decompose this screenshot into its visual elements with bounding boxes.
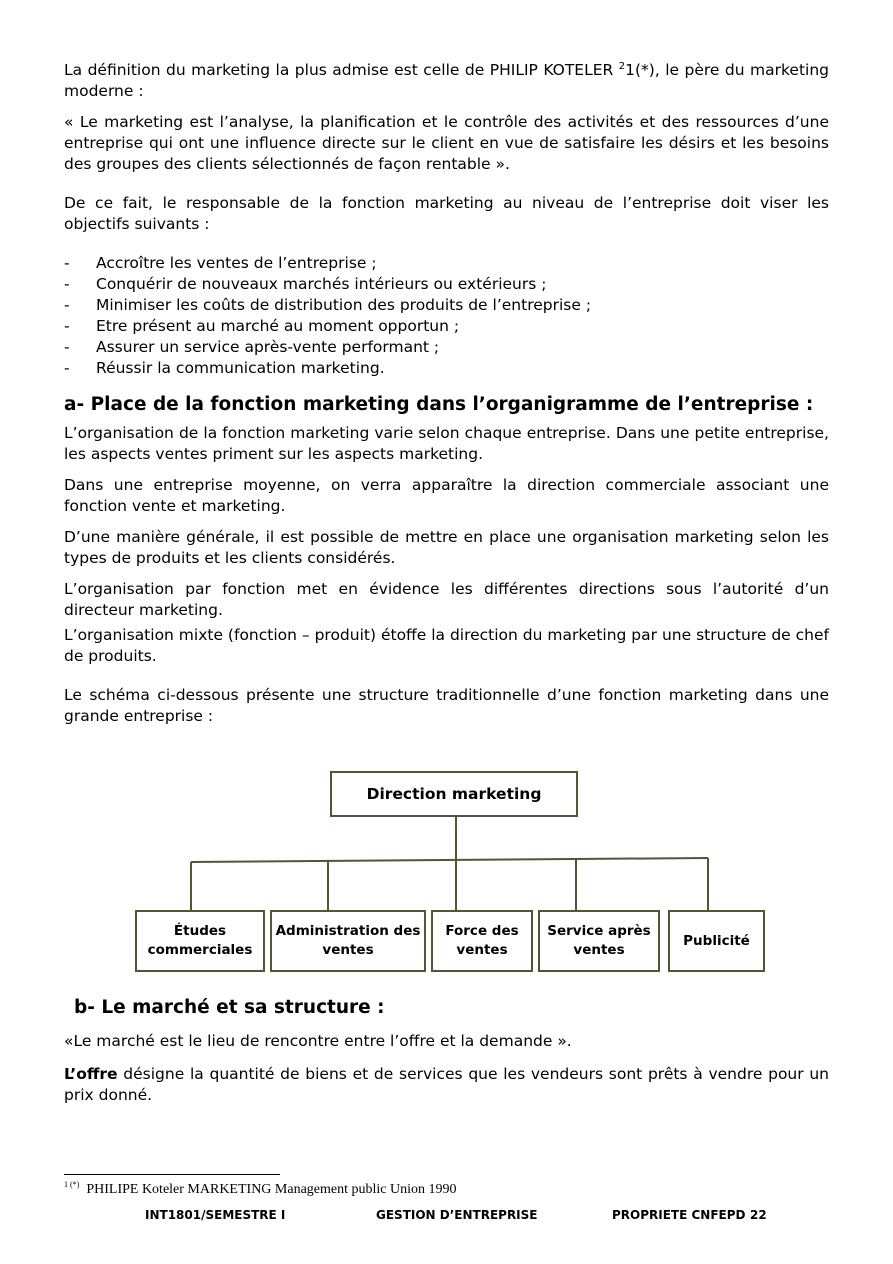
list-item: - Minimiser les coûts de distribution des produits de l’entreprise ; bbox=[64, 296, 592, 314]
section-a-paragraph: D’une manière générale, il est possible de mettre en place une organisation marketing selon les types de produits et les clients considérés. bbox=[64, 528, 829, 567]
section-b-heading: b- Le marché et sa structure : bbox=[74, 997, 385, 1018]
objectives-intro: De ce fait, le responsable de la fonction marketing au niveau de l’entreprise doit viser les objectifs suivants : bbox=[64, 194, 829, 233]
footnote-marker: 1 (*) bbox=[64, 1180, 80, 1189]
section-b-heading-wrap bbox=[74, 996, 385, 1020]
list-item: - Etre présent au marché au moment opportun ; bbox=[64, 317, 460, 335]
footer-page-number: 22 bbox=[750, 1208, 767, 1222]
offer-term: L’offre bbox=[64, 1065, 118, 1083]
footnote-text: PHILIPE Koteler MARKETING Management public Union 1990 bbox=[86, 1182, 457, 1197]
footnote bbox=[64, 1182, 457, 1198]
footer-owner: PROPRIETE CNFEPD bbox=[612, 1208, 746, 1222]
objectives-list bbox=[64, 253, 829, 379]
section-a-paragraph: L’organisation par fonction met en évidence les différentes directions sous l’autorité d’un directeur marketing. bbox=[64, 580, 829, 619]
org-box-publicite: Publicité bbox=[668, 910, 765, 972]
section-a-paragraph: L’organisation de la fonction marketing varie selon chaque entreprise. Dans une petite entreprise, les aspects ventes priment sur les aspects marketing. bbox=[64, 424, 829, 463]
section-a-paragraph: Dans une entreprise moyenne, on verra apparaître la direction commerciale associant une fonction vente et marketing. bbox=[64, 476, 829, 515]
list-item: - Assurer un service après-vente performant ; bbox=[64, 338, 440, 356]
section-a-paragraph: Le schéma ci-dessous présente une structure traditionnelle d’une fonction marketing dans une grande entreprise : bbox=[64, 686, 829, 725]
offer-definition: désigne la quantité de biens et de services que les vendeurs sont prêts à vendre pour un prix donné. bbox=[64, 1065, 829, 1104]
org-box-direction-marketing: Direction marketing bbox=[330, 771, 578, 817]
org-box-force-ventes: Force des ventes bbox=[431, 910, 533, 972]
org-box-administration-ventes: Administration des ventes bbox=[270, 910, 426, 972]
footnote-ref[interactable]: 2 bbox=[618, 61, 626, 72]
footer-subject: GESTION D’ENTREPRISE bbox=[376, 1208, 538, 1222]
intro-paragraph bbox=[64, 60, 829, 102]
section-a-paragraph: L’organisation mixte (fonction – produit) étoffe la direction du marketing par une structure de chef de produits. bbox=[64, 626, 829, 665]
list-item: - Conquérir de nouveaux marchés intérieurs ou extérieurs ; bbox=[64, 275, 547, 293]
section-b-paragraph: «Le marché est le lieu de rencontre entre l’offre et la demande ». bbox=[64, 1032, 572, 1050]
list-item: - Réussir la communication marketing. bbox=[64, 359, 385, 377]
list-item: - Accroître les ventes de l’entreprise ; bbox=[64, 254, 377, 272]
intro-text-end: 1(*), le père du marketing moderne : bbox=[64, 61, 829, 100]
intro-text: La définition du marketing la plus admise est celle de PHILIP KOTELER bbox=[64, 61, 619, 79]
org-box-etudes-commerciales: Études commerciales bbox=[135, 910, 265, 972]
footer-course-code: INT1801/SEMESTRE I bbox=[145, 1208, 286, 1222]
footnote-separator bbox=[64, 1174, 280, 1175]
marketing-definition-quote: « Le marketing est l’analyse, la planification et le contrôle des activités et des ressources d’une entreprise qui ont une influence directe sur le client en vue de satisfaire les désirs et les besoins des groupes des clients sélectionnés de façon rentable ». bbox=[64, 113, 829, 173]
org-box-service-apres-ventes: Service après ventes bbox=[538, 910, 660, 972]
section-a-heading: a- Place de la fonction marketing dans l’organigramme de l’entreprise : bbox=[64, 394, 814, 415]
section-b-body bbox=[64, 1031, 829, 1106]
document-body bbox=[64, 60, 829, 727]
section-b-paragraph bbox=[64, 1064, 829, 1106]
